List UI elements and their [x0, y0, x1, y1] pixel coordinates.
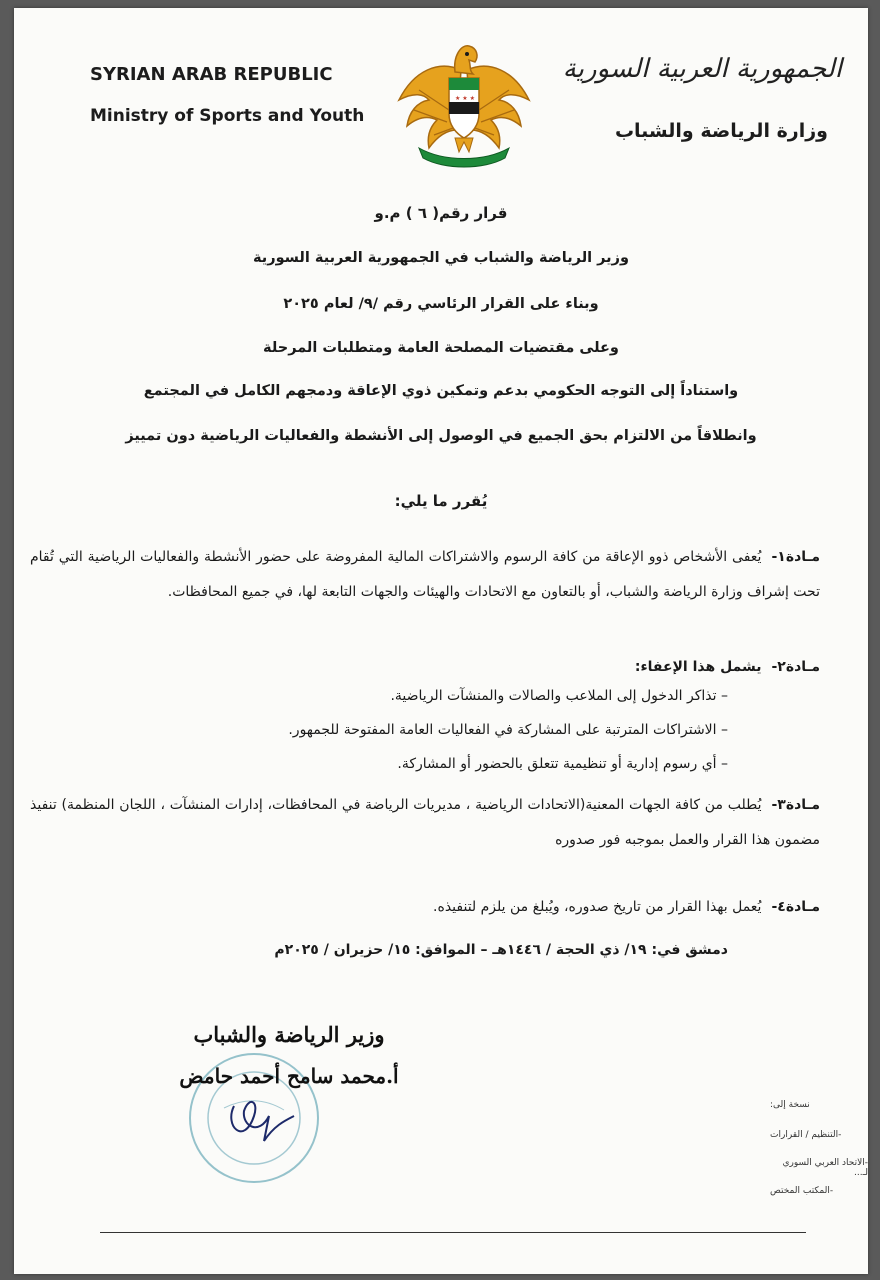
country-name-ar: الجمهورية العربية السورية: [562, 54, 842, 84]
article-label: مـادة٣-: [771, 797, 820, 813]
country-name-en: SYRIAN ARAB REPUBLIC: [90, 64, 333, 85]
ministry-name-en: Ministry of Sports and Youth: [90, 106, 365, 126]
copy-recipient: -الاتحاد العربي السوري لـ...: [782, 1158, 868, 1178]
article-text: يشمل هذا الإعفاء:: [634, 659, 762, 675]
article-text: يُعمل بهذا القرار من تاريخ صدوره، ويُبلغ من يلزم لتنفيذه.: [433, 899, 762, 915]
preamble-line-4: واستناداً إلى التوجه الحكومي بدعم وتمكين ذوي الإعاقة ودمجهم الكامل في المجتمع: [143, 383, 739, 399]
resolves-heading: يُقرر ما يلي:: [394, 492, 488, 510]
issue-date: دمشق في: ١٩/ ذي الحجة / ١٤٤٦هـ – الموافق: ١٥/ حزيران / ٢٠٢٥م: [274, 942, 728, 958]
article-label: مـادة٤-: [771, 899, 820, 915]
signature-icon: [214, 1086, 304, 1156]
footer-divider: [100, 1232, 806, 1233]
exemption-item: – تذاكر الدخول إلى الملاعب والصالات والمنشآت الرياضية.: [390, 688, 728, 704]
preamble-line-1: وزير الرياضة والشباب في الجمهورية العربية السورية: [253, 250, 629, 266]
copies-heading: نسخة إلى:: [770, 1100, 810, 1110]
article-2: [30, 650, 820, 685]
exemption-item: – الاشتراكات المترتبة على المشاركة في الفعاليات العامة المفتوحة للجمهور.: [288, 722, 728, 738]
copy-recipient: -التنظيم / القرارات: [770, 1130, 842, 1140]
svg-text:★ ★ ★: ★ ★ ★: [455, 95, 475, 102]
eagle-emblem-icon: [389, 30, 539, 175]
exemption-item: – أي رسوم إدارية أو تنظيمية تتعلق بالحضور أو المشاركة.: [397, 756, 728, 772]
document-page: [14, 8, 868, 1274]
article-4: [30, 890, 820, 925]
decision-number: قرار رقم( ٦ ) م.و: [374, 204, 508, 222]
preamble-line-3: وعلى مقتضيات المصلحة العامة ومتطلبات المرحلة: [263, 340, 619, 356]
article-1: [30, 540, 820, 610]
minister-title: وزير الرياضة والشباب: [193, 1022, 385, 1047]
article-label: مـادة١-: [771, 549, 820, 565]
preamble-line-2: وبناء على القرار الرئاسي رقم /٩/ لعام ٢٠٢٥: [283, 296, 599, 312]
minister-name: أ.محمد سامح أحمد حامض: [179, 1064, 399, 1088]
copy-recipient: -المكتب المختص: [770, 1186, 834, 1196]
article-label: مـادة٢-: [771, 659, 820, 675]
article-text: يُعفى الأشخاص ذوو الإعاقة من كافة الرسوم والاشتراكات المالية المفروضة على حضور الأنشطة والفعاليات الرياضية التي تُقام تحت إشراف وزارة الرياضة والشباب، أو بالتعاون مع الاتحادات والهيئات والجهات التابعة لها، في جميع المحافظات.: [30, 549, 820, 600]
preamble-line-5: وانطلاقاً من الالتزام بحق الجميع في الوصول إلى الأنشطة والفعاليات الرياضية دون تمييز: [125, 428, 757, 444]
article-3: [30, 788, 820, 858]
ministry-name-ar: وزارة الرياضة والشباب: [614, 120, 828, 142]
article-text: يُطلب من كافة الجهات المعنية(الاتحادات الرياضية ، مديريات الرياضة في المحافظات، إدارات المنشآت ، اللجان المنظمة) تنفيذ مضمون هذا القرار والعمل بموجبه فور صدوره: [30, 797, 820, 848]
